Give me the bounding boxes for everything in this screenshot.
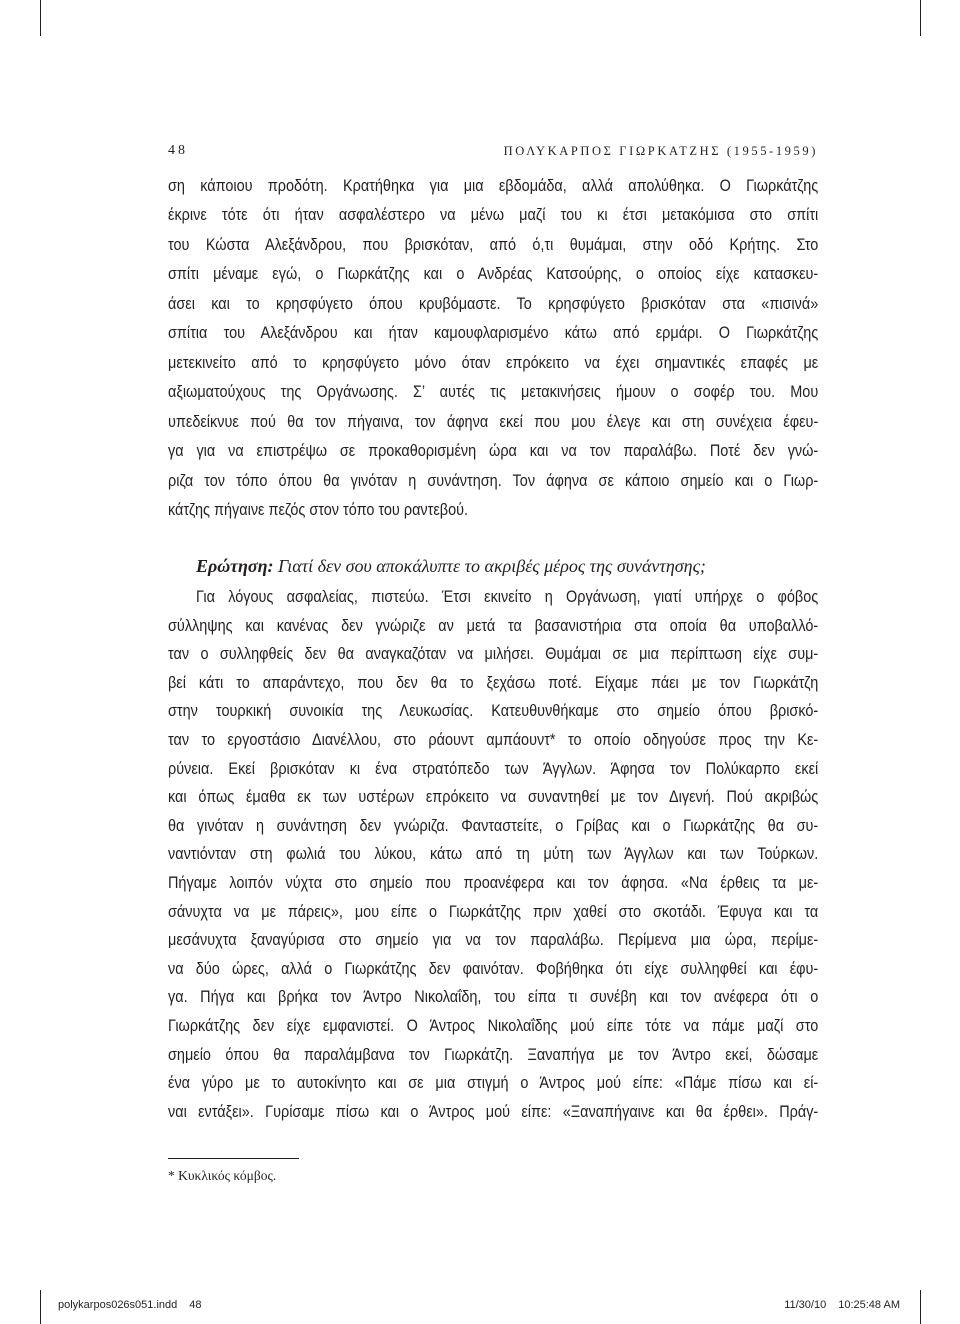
text-line: κάτζης πήγαινε πεζός στον τόπο του ραντεβού. [168,499,469,519]
text-line: του Κώστα Αλεξάνδρου, που βρισκόταν, από ό,τι θυμάμαι, στην οδό Κρήτης. Στο [168,234,819,254]
text-line: άσει και το κρησφύγετο όπου κρυβόμαστε. Το κρησφύγετο βρισκόταν στα «πισινά» [168,293,819,313]
interview-question [196,552,706,581]
crop-mark-bottom-left [40,1290,41,1324]
text-line: να δύο ώρες, αλλά ο Γιωρκάτζης δεν φαινόταν. Φοβήθηκα ότι είχε συλληφθεί και έφυ- [168,958,819,978]
slug-file [58,1299,202,1311]
slug-timestamp [784,1299,900,1311]
text-line: και όπως έμαθα εκ των υστέρων επρόκειτο να συναντηθεί με τον Διγενή. Πού ακριβώς [168,787,819,807]
text-line: Γιωρκάτζης δεν είχε εμφανιστεί. Ο Άντρος Νικολαΐδης μού είπε τότε να πάμε μαζί στο [168,1015,819,1035]
text-line: σάνυχτα να με πάρεις», μου είπε ο Γιωρκάτζης πριν χαθεί στο σκοτάδι. Έφυγα και τα [168,901,819,921]
text-line: ριζα τον τόπο όπου θα γινόταν η συνάντηση. Τον άφηνα σε κάποιο σημείο και ο Γιωρ- [168,470,819,490]
text-line: σημείο όπου θα παραλάμβανα τον Γιωρκάτζη. Ξαναπήγα με τον Άντρο εκεί, δώσαμε [168,1044,819,1064]
text-line: σπίτια του Αλεξάνδρου και ήταν καμουφλαρισμένο κάτω από ερμάρι. Ο Γιωρκάτζης [168,323,819,343]
text-line: Πήγαμε λοιπόν νύχτα στο σημείο που προανέφερα και τον άφησα. «Να έρθεις τα με- [168,872,819,892]
text-line: γα. Πήγα και βρήκα τον Άντρο Νικολαΐδη, του είπα τι συνέβη και τον ανέφερα ότι ο [168,987,819,1007]
text-line: βεί κάτι το απαράντεχο, που δεν θα το ξεχάσω ποτέ. Είχαμε πάει με τον Γιωρκάτζη [168,672,819,692]
page-number: 48 [168,143,188,158]
slug-filename: polykarpos026s051.indd [58,1299,178,1311]
text-line: ταν ο συλληφθείς δεν θα αναγκαζόταν να μιλήσει. Θυμάμαι σε μια περίπτωση είχε συμ- [168,644,819,664]
text-line: υπεδείκνυε πού θα τον πήγαινα, τον άφηνα εκεί που μου έλεγε και στη συνέχεια έφευ- [168,411,819,431]
paragraph-1 [168,171,818,524]
text-line: ση κάποιου προδότη. Κρατήθηκα για μια εβδομάδα, αλλά απολύθηκα. Ο Γιωρκάτζης [168,176,819,195]
footnote: * Κυκλικός κόμβος. [168,1168,277,1183]
text-line: μεσάνυχτα ξαναγύρισα στο σημείο για να τον παραλάβω. Περίμενα μια ώρα, περίμε- [168,930,819,950]
text-line: στην τουρκική συνοικία της Λευκωσίας. Κατευθυνθήκαμε στο σημείο όπου βρισκό- [168,701,819,721]
text-line: αξιωματούχους της Οργάνωσης. Σ’ αυτές τις μετακινήσεις ήμουν ο σοφέρ του. Μου [168,382,819,402]
text-line: μετεκινείτο από το κρησφύγετο μόνο όταν επρόκειτο να έχει σημαντικές επαφές με [168,352,819,372]
slug-date: 11/30/10 [784,1299,827,1311]
text-line: ρύνεια. Εκεί βρισκόταν κι ένα στρατόπεδο των Άγγλων. Άφησα τον Πολύκαρπο εκεί [168,758,819,778]
text-line: έκρινε τότε ότι ήταν ασφαλέστερο να μένω μαζί του κι έτσι μετακόμισα στο σπίτι [168,205,819,225]
footnote-rule [168,1158,299,1159]
text-line: ταν το εργοστάσιο Διανέλλου, στο ράουντ αμπάουντ* το οποίο οδηγούσε προς την Κε- [168,729,819,749]
text-line: σπίτι μέναμε εγώ, ο Γιωρκάτζης και ο Ανδρέας Κατσούρης, ο οποίος είχε κατασκευ- [168,264,819,284]
running-title: ΠΟΛΥΚΑΡΠΟΣ ΓΙΩΡΚΑΤΖΗΣ (1955-1959) [503,144,818,158]
text-line: σύλληψης και κανένας δεν γνώριζε αν μετά τα βασανιστήρια στα οποία θα υποβαλλό- [168,615,819,635]
slug-page: 48 [189,1299,202,1311]
text-line: ένα γύρο με το αυτοκίνητο και σε μια στιγμή ο Άντρος μού είπε: «Πάμε πίσω και εί- [168,1073,819,1093]
text-line: ναντιόνταν στη φωλιά του λύκου, κάτω από τη μύτη των Άγγλων και των Τούρκων. [168,844,819,864]
crop-mark-top-right [920,0,921,36]
text-line: θα γινόταν η συνάντηση δεν γνώριζα. Φανταστείτε, ο Γρίβας και ο Γιωρκάτζης θα συ- [168,815,819,835]
crop-mark-bottom-right [920,1290,921,1324]
text-line: γα για να επιστρέψω σε προκαθορισμένη ώρα και να τον παραλάβω. Ποτέ δεν γνώ- [168,441,819,461]
text-line: Για λόγους ασφαλείας, πιστεύω. Έτσι εκινείτο η Οργάνωση, γιατί υπήρχε ο φόβος [196,587,819,606]
paragraph-2 [168,583,818,1126]
question-text: Γιατί δεν σου αποκάλυπτε το ακριβές μέρος της συνάντησης; [277,556,706,576]
slug-time: 10:25:48 AM [838,1299,900,1311]
text-line: ναι εντάξει». Γυρίσαμε πίσω και ο Άντρος μού είπε: «Ξαναπήγαινε και θα έρθει». Πράγ- [168,1101,819,1121]
crop-mark-top-left [40,0,41,36]
question-label: Ερώτηση: [196,556,274,576]
